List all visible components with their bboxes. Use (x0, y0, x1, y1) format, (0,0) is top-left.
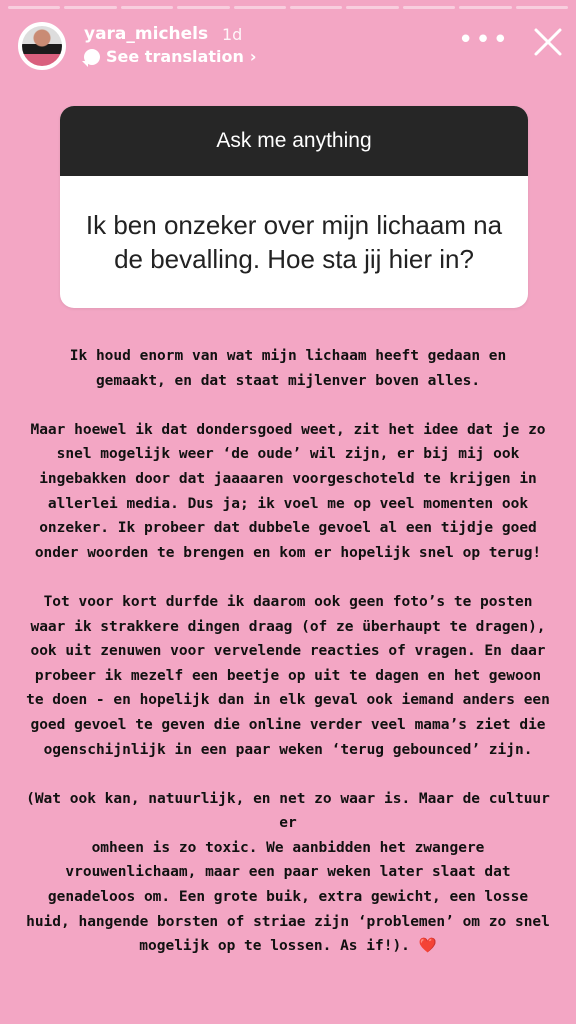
question-text: Ik ben onzeker over mijn lichaam na de bevalling. Hoe sta jij hier in? (85, 210, 503, 274)
answer-paragraph-2: Maar hoewel ik dat dondersgoed weet, zit het idee dat je zo snel mogelijk weer ‘de oude’ wil zijn, er bij mij ook ingebakken door dat jaaaaren voorgeschoteld te krijgen in allerlei media. Dus ja; ik voel me op veel momenten ook onzeker. Ik probeer dat dubbele gevoel al een tijdje goed onder woorden te brengen en kom er hopelijk snel op terug! (30, 421, 546, 561)
see-translation-label: See translation (106, 47, 244, 66)
avatar[interactable] (18, 22, 66, 70)
avatar-image (22, 26, 62, 66)
progress-segment (403, 6, 455, 9)
speech-bubble-icon (84, 49, 100, 65)
more-options-icon[interactable]: ••• (457, 25, 510, 55)
close-icon[interactable] (530, 24, 566, 60)
post-time: 1d (222, 25, 243, 44)
progress-segment (64, 6, 116, 9)
see-translation-link[interactable] (84, 47, 256, 66)
progress-segment (8, 6, 60, 9)
story-progress-bar (8, 6, 568, 9)
heart-emoji: ❤️ (418, 938, 437, 955)
progress-segment (346, 6, 398, 9)
story-header (18, 22, 566, 70)
chevron-right-icon: › (249, 47, 257, 66)
question-sticker[interactable] (60, 106, 528, 308)
progress-segment (234, 6, 286, 9)
answer-paragraph-4-text: (Wat ook kan, natuurlijk, en net zo waar is. Maar de cultuur er omheen is zo toxic. We aanbidden het zwangere vrouwenlichaam, maar een paar weken later slaat dat genadeloos om. Een grote buik, extra gewicht, een losse huid, hangende borsten of striae zijn ‘problemen’ om zo snel mogelijk op te lossen. As if!). (26, 790, 550, 955)
progress-segment (516, 6, 568, 9)
answer-paragraph-1: Ik houd enorm van wat mijn lichaam heeft gedaan en gemaakt, en dat staat mijlenver boven alles. (69, 348, 507, 389)
progress-segment (459, 6, 511, 9)
answer-text (26, 344, 550, 983)
username[interactable]: yara_michels (84, 24, 209, 44)
answer-paragraph-4 (26, 787, 550, 959)
question-sticker-title: Ask me anything (60, 106, 528, 176)
progress-segment (177, 6, 229, 9)
answer-paragraph-3: Tot voor kort durfde ik daarom ook geen foto’s te posten waar ik strakkere dingen draag (of ze überhaupt te dragen), ook uit zenuwen voor vervelende reacties of vragen. En daar probeer ik mezelf een beetje op uit te dagen en het gewoon te doen - en hopelijk dan in elk geval ook iemand anders een goed gevoel te geven die online verder veel mama’s ziet die ogenschijnlijk in een paar weken ‘terug gebounced’ zijn. (26, 593, 550, 758)
progress-segment (121, 6, 173, 9)
progress-segment (290, 6, 342, 9)
